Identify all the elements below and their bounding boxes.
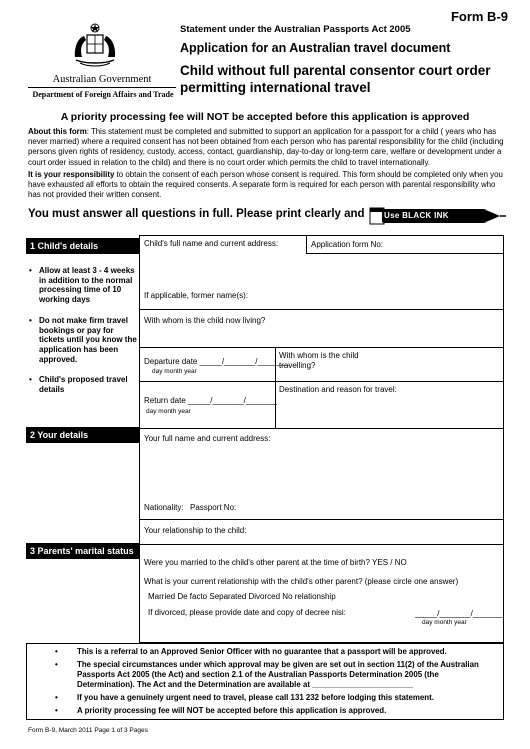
about-heading: About this form [28, 127, 87, 136]
pen-label: Use BLACK INK [384, 211, 449, 220]
rule [140, 519, 503, 520]
statement-line: Statement under the Australian Passports Act 2005 [180, 24, 411, 35]
important-notes-box [26, 643, 504, 720]
section-marital-status: 3 Parents' marital status [26, 543, 139, 559]
form-code: Form B-9 [450, 9, 508, 24]
relationship-field[interactable]: Your relationship to the child: [144, 526, 247, 535]
rule [140, 347, 503, 348]
current-relationship-question: What is your current relationship with the child's other parent? (please circle one answer) [144, 577, 459, 586]
rule [140, 544, 503, 545]
former-names-field[interactable]: If applicable, former name(s): [144, 291, 249, 300]
divorce-date-question: If divorced, please provide date and copy of decree nisi: [148, 608, 346, 617]
form-grid [139, 235, 504, 643]
child-name-label: Child's full name and current address: [144, 239, 279, 248]
section-your-details: 2 Your details [26, 427, 139, 443]
responsibility-text: to obtain the consent of each person whose consent is required. This form should be completed only when you have exhausted all efforts to obtain the required consents. A separate form is required for each person with parental responsibility who has not provided their written consent. [28, 170, 503, 200]
note-travel-details: • Child's proposed travel details [28, 375, 140, 394]
rule [306, 236, 307, 253]
department-name: Department of Foreign Affairs and Trade [32, 90, 174, 99]
section-child-details: 1 Child's details [26, 238, 139, 254]
application-title: Application for an Australian travel document [180, 41, 451, 55]
note-referral: • This is a referral to an Approved Senior Officer with no guarantee that a passport will be approved. [77, 647, 497, 657]
return-date-hint: day month year [146, 408, 191, 415]
side-notes [28, 266, 140, 406]
note-special-circumstances: • The special circumstances under which approval may be given are set out in section 11(2) of the Australian Passports Act 2005 (the Act) and section 2.1 of the Australian Passports Determination 2005 (the Determination). The Act and the Determination are available at _______________________ [77, 660, 497, 690]
decree-date-hint: day month year [422, 619, 467, 626]
relationship-options[interactable]: Married De facto Separated Divorced No relationship [148, 592, 336, 601]
departure-date-field[interactable]: Departure date _____/_______/_______ [144, 357, 289, 366]
passport-number-field[interactable]: Passport No: [190, 503, 237, 512]
married-question[interactable]: Were you married to the child's other parent at the time of birth? YES / NO [144, 558, 407, 567]
note-urgent-travel: • If you have a genuinely urgent need to travel, please call 131 232 before lodging this statement. [77, 693, 497, 703]
note-bookings: • Do not make firm travel bookings or pay for tickets until you know the application has been approved. [28, 316, 140, 365]
application-number-field[interactable]: Application form No: [311, 240, 384, 249]
living-with-field[interactable]: With whom is the child now living? [144, 316, 266, 325]
responsibility-paragraph [28, 170, 506, 201]
about-paragraph [28, 127, 506, 168]
rule [140, 381, 275, 382]
rule [140, 428, 503, 429]
destination-field[interactable]: Destination and reason for travel: [279, 385, 397, 394]
answer-all-instruction: You must answer all questions in full. Please print clearly and [28, 208, 365, 220]
travelling-with-field[interactable]: With whom is the child travelling? [279, 351, 359, 370]
about-text: : This statement must be completed and submitted to support an application for a passport for a child ( years who has never married) where a required consent has not been obtained from each person who has parental responsibility for the child (including persons given rights of residency, custody, access, contact, guardianship, day-to-day or long-term care, welfare or development under a court order issued in relation to the child) and there is no court order which permits the child to travel internationally. [28, 127, 504, 167]
decree-date-field[interactable]: _____/_______/_______ [415, 609, 504, 618]
form-subtitle: Child without full parental consentor court order permitting international travel [180, 63, 491, 95]
departure-date-hint: day month year [152, 368, 197, 375]
return-date-field[interactable]: Return date _____/_______/_______ [144, 396, 278, 405]
rule [306, 253, 503, 254]
fee-banner: A priority processing fee will NOT be accepted before this application is approved [60, 111, 470, 123]
responsibility-heading: It is your responsibility [28, 170, 115, 179]
note-priority-fee: • A priority processing fee will NOT be accepted before this application is approved. [77, 706, 497, 716]
page-footer: Form B-9, March 2011 Page 1 of 3 Pages [28, 727, 148, 734]
your-name-field[interactable]: Your full name and current address: [144, 434, 271, 443]
nationality-field[interactable]: Nationality: [144, 503, 184, 512]
rule [275, 381, 503, 382]
note-processing-time: • Allow at least 3 - 4 weeks in addition to the normal processing time of 10 working days [28, 266, 140, 305]
rule [140, 309, 503, 310]
coat-of-arms-logo [70, 22, 120, 68]
government-name: Australian Government [52, 74, 152, 85]
header-divider [28, 87, 176, 88]
